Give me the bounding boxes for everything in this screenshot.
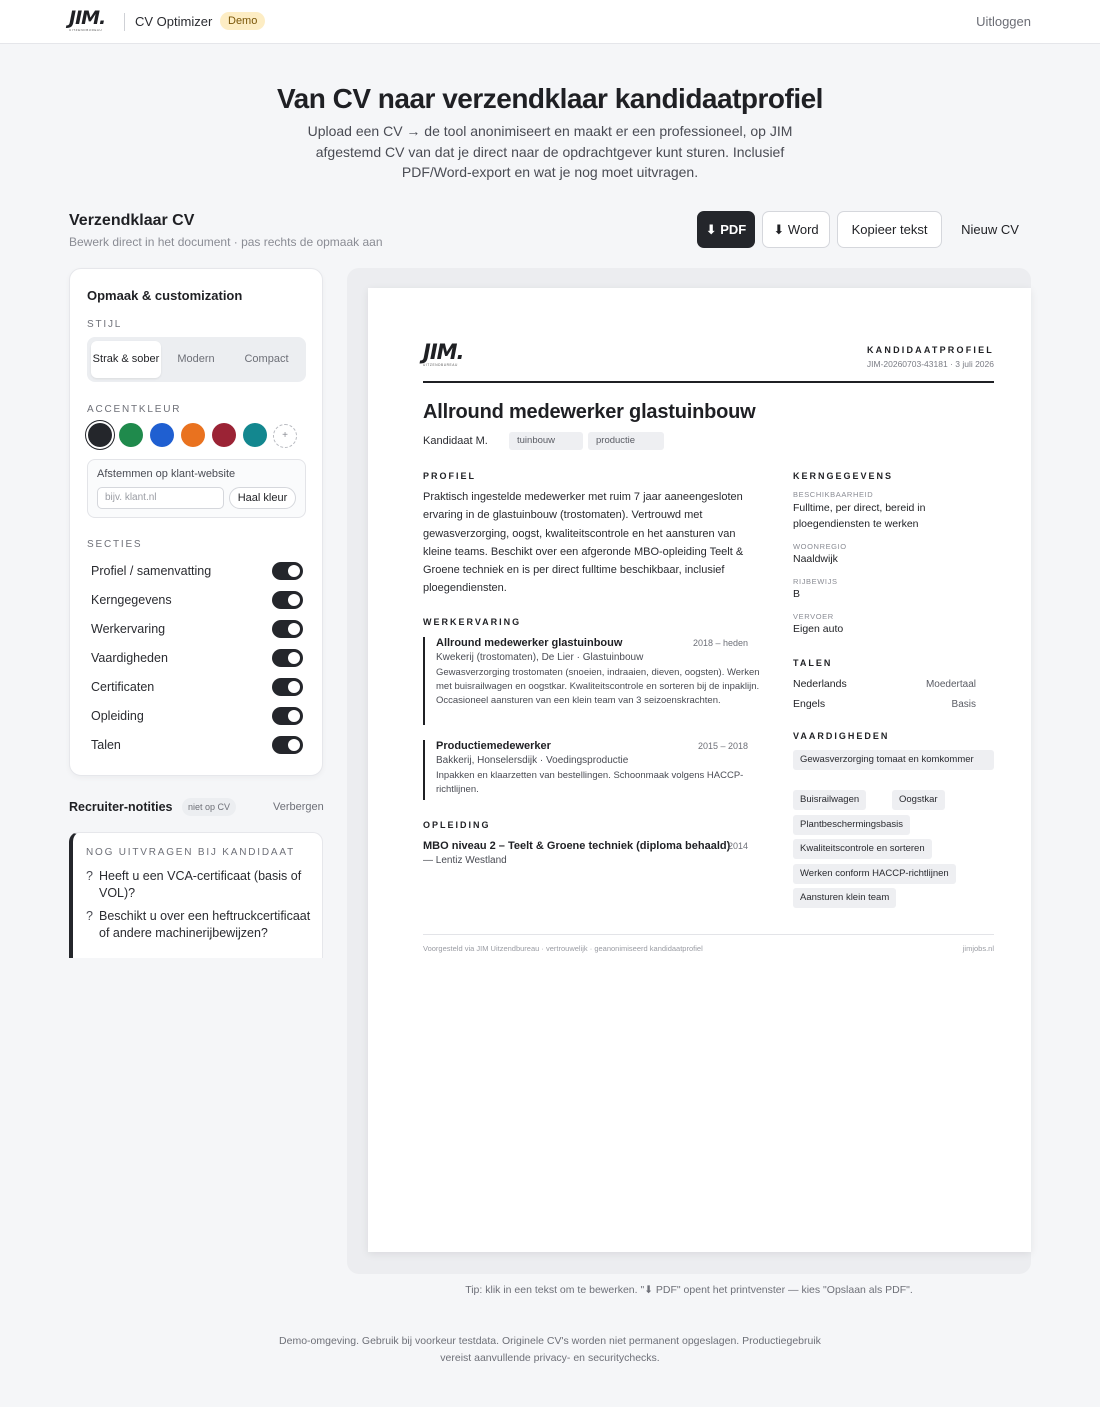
section-toggle-row (90, 560, 303, 582)
style-label: STIJL (87, 319, 123, 330)
experience-description: Gewasverzorging trostomaten (snoeien, indraaien, dieven, oogsten). Werken met buisrailwagen en oogstkar. Kwaliteitscontrole en sorteren bij de inpaklijn. Occasioneel aansturen van een klein team van 3 seizoenskrachten. (436, 667, 760, 706)
language-name[interactable]: Nederlands (793, 678, 847, 690)
tag: productie (588, 432, 664, 450)
section-toggle-label: Opleiding (91, 709, 144, 723)
experience-company: Bakkerij, Honselersdijk · Voedingsproductie (436, 755, 629, 766)
experience-period: 2018 – heden (692, 638, 748, 648)
language-level[interactable]: Moedertaal (925, 679, 976, 690)
hide-notes-button[interactable]: Verbergen (273, 801, 324, 813)
notes-badge: niet op CV (182, 798, 236, 816)
demo-badge: Demo (220, 12, 265, 30)
language-name[interactable]: Engels (793, 698, 826, 710)
skill-chip[interactable]: Oogstkar (892, 790, 945, 810)
section-toggle[interactable] (272, 707, 303, 725)
experience-title: Allround medewerker glastuinbouw (436, 637, 623, 649)
section-toggle-label: Profiel / samenvatting (91, 564, 212, 578)
key-data-label: BESCHIKBAARHEID (793, 490, 874, 499)
style-selector (87, 337, 306, 382)
section-toggle-label: Certificaten (91, 680, 155, 694)
header-divider (124, 13, 125, 31)
education-title[interactable]: MBO niveau 2 – Teelt & Groene techniek (diploma behaald) (423, 840, 731, 852)
note-question: Beschikt u over een heftruckcertificaat of andere machinerijbewijzen? (99, 909, 311, 940)
education-heading: OPLEIDING (423, 820, 491, 830)
accent-label: ACCENTKLEUR (87, 404, 182, 415)
color-swatch-teal[interactable] (243, 423, 267, 447)
app-name: CV Optimizer (135, 14, 213, 29)
key-data-heading: KERNGEGEVENS (793, 471, 894, 481)
question-mark: ? (86, 909, 93, 923)
job-title[interactable]: Allround medewerker glastuinbouw (423, 401, 756, 423)
notes-card (69, 832, 323, 958)
section-toggle-label: Werkervaring (91, 622, 166, 636)
skill-chip[interactable]: Kwaliteitscontrole en sorteren (793, 839, 932, 859)
skill-chip[interactable]: Gewasverzorging tomaat en komkommer (793, 750, 994, 770)
candidate-name[interactable]: Kandidaat M. (423, 435, 488, 447)
add-color-button[interactable]: + (273, 424, 297, 448)
hero-subtitle: Upload een CV → de tool anonimiseert en maakt er een professioneel, op JIM afgestemd CV van dat je direct naar de opdrachtgever kunt sturen. Inclusief PDF/Word-export en wat je nog moet uitvragen. (307, 123, 793, 180)
experience-title: Productiemedewerker (436, 740, 551, 752)
word-button[interactable]: ⬇ Word (762, 211, 830, 248)
key-data-value[interactable]: B (793, 588, 801, 600)
key-data-label: WOONREGIO (793, 542, 847, 551)
fetch-color-button[interactable]: Haal kleur (229, 487, 296, 509)
document-id: JIM-20260703-43181 · 3 juli 2026 (866, 359, 994, 369)
skill-chip[interactable]: Buisrailwagen (793, 790, 866, 810)
pdf-button[interactable]: ⬇ PDF (697, 211, 755, 248)
experience-description: Inpakken en klaarzetten van bestellingen. Schoonmaak volgens HACCP-richtlijnen. (436, 770, 744, 795)
section-toggle[interactable] (272, 678, 303, 696)
style-option-modern[interactable]: Modern (177, 353, 215, 365)
section-toggle[interactable] (272, 562, 303, 580)
education-school: — Lentiz Westland (423, 855, 507, 866)
section-toggle-row (90, 734, 303, 756)
section-title: Verzendklaar CV (69, 212, 195, 229)
key-data-label: RIJBEWIJS (793, 577, 838, 586)
skill-chip[interactable]: Aansturen klein team (793, 888, 896, 908)
cv-document[interactable] (368, 288, 1031, 1252)
experience-item[interactable] (423, 740, 763, 800)
logo-subtitle: UITZENDBUREAU (69, 28, 103, 32)
experience-heading: WERKERVARING (423, 617, 522, 627)
color-swatch-orange[interactable] (181, 423, 205, 447)
logo-subtitle: UITZENDBUREAU (423, 363, 458, 367)
header-rule (423, 381, 994, 383)
demo-disclaimer: Demo-omgeving. Gebruik bij voorkeur testdata. Originele CV's worden niet permanent opgeslagen. Productiegebruik vereist aanvullende privacy- en securitychecks. (279, 1335, 821, 1364)
copy-text-button[interactable]: Kopieer tekst (837, 211, 942, 248)
key-data-label: VERVOER (793, 612, 834, 621)
experience-company: Kwekerij (trostomaten), De Lier · Glastuinbouw (436, 652, 644, 663)
document-footer-note: Voorgesteld via JIM Uitzendbureau · vertrouwelijk · geanonimiseerd kandidaatprofiel (423, 944, 703, 953)
color-swatch-green[interactable] (119, 423, 143, 447)
document-footer-site: jimjobs.nl (962, 944, 994, 953)
note-question: Heeft u een VCA-certificaat (basis of VOL)? (99, 869, 302, 900)
key-data-value[interactable]: Naaldwijk (793, 553, 838, 565)
skill-chip[interactable]: Werken conform HACCP-richtlijnen (793, 864, 956, 884)
style-option-strak[interactable]: Strak & sober (91, 341, 161, 378)
skills-heading: VAARDIGHEDEN (793, 731, 890, 741)
color-swatch-blue[interactable] (150, 423, 174, 447)
hero-title: Van CV naar verzendklaar kandidaatprofiel (277, 83, 823, 114)
section-toggle[interactable] (272, 649, 303, 667)
experience-item[interactable] (423, 637, 763, 725)
languages-heading: TALEN (793, 658, 833, 668)
section-toggle-row (90, 589, 303, 611)
section-toggle[interactable] (272, 591, 303, 609)
tag: tuinbouw (509, 432, 583, 450)
skill-chip[interactable]: Plantbeschermingsbasis (793, 815, 910, 835)
document-logo (423, 340, 477, 367)
profile-heading: PROFIEL (423, 471, 477, 481)
color-swatch-red[interactable] (212, 423, 236, 447)
experience-period: 2015 – 2018 (697, 741, 748, 751)
language-level[interactable]: Basis (951, 699, 976, 710)
education-year: 2014 (728, 841, 749, 851)
logout-link[interactable]: Uitloggen (976, 14, 1031, 29)
section-toggle-label: Vaardigheden (91, 651, 168, 665)
website-input[interactable]: bijv. klant.nl (97, 487, 224, 509)
website-color-box (87, 459, 306, 518)
top-bar (0, 0, 1100, 44)
profile-text[interactable]: Praktisch ingestelde medewerker met ruim 7 jaar aaneengesloten ervaring in de glastuinbouw (trostomaten). Vertrouwd met gewasverzorging, oogst, kwaliteitscontrole en het aansturen van kleine teams. Beschikt over een afgeronde MBO-opleiding Teelt & Groene techniek en is per direct fulltime beschikbaar, inclusief ploegendiensten. (423, 491, 744, 595)
customization-title: Opmaak & customization (87, 288, 243, 303)
section-toggle[interactable] (272, 620, 303, 638)
section-toggle-row (90, 618, 303, 640)
new-cv-button[interactable]: Nieuw CV (961, 222, 1019, 237)
document-type: KANDIDAATPROFIEL (866, 345, 994, 355)
jim-logo[interactable] (69, 7, 115, 33)
key-data-value[interactable]: Eigen auto (793, 623, 844, 635)
question-mark: ? (86, 869, 93, 883)
section-toggle-row (90, 676, 303, 698)
section-toggle-label: Kerngegevens (91, 593, 172, 607)
style-option-compact[interactable]: Compact (244, 353, 289, 365)
sections-label: SECTIES (87, 539, 143, 550)
section-toggle-label: Talen (91, 738, 121, 752)
key-data-value[interactable]: Fulltime, per direct, bereid in ploegendiensten te werken (793, 502, 926, 530)
edit-tip: Tip: klik in een tekst om te bewerken. "⬇ PDF" opent het printvenster — kies "Opslaan als PDF". (465, 1284, 913, 1296)
website-label: Afstemmen op klant-website (97, 468, 236, 480)
section-subtitle: Bewerk direct in het document · pas rechts de opmaak aan (69, 235, 383, 249)
section-toggle-row (90, 647, 303, 669)
logo-wordmark: JIM. (423, 340, 464, 364)
section-toggle-row (90, 705, 303, 727)
section-toggle[interactable] (272, 736, 303, 754)
customization-panel (69, 268, 323, 776)
logo-wordmark: JIM. (69, 7, 106, 29)
notes-caption: NOG UITVRAGEN BIJ KANDIDAAT (86, 847, 295, 858)
notes-title: Recruiter-notities (69, 800, 173, 814)
color-swatch-black[interactable] (88, 423, 112, 447)
footer-rule (423, 934, 994, 935)
